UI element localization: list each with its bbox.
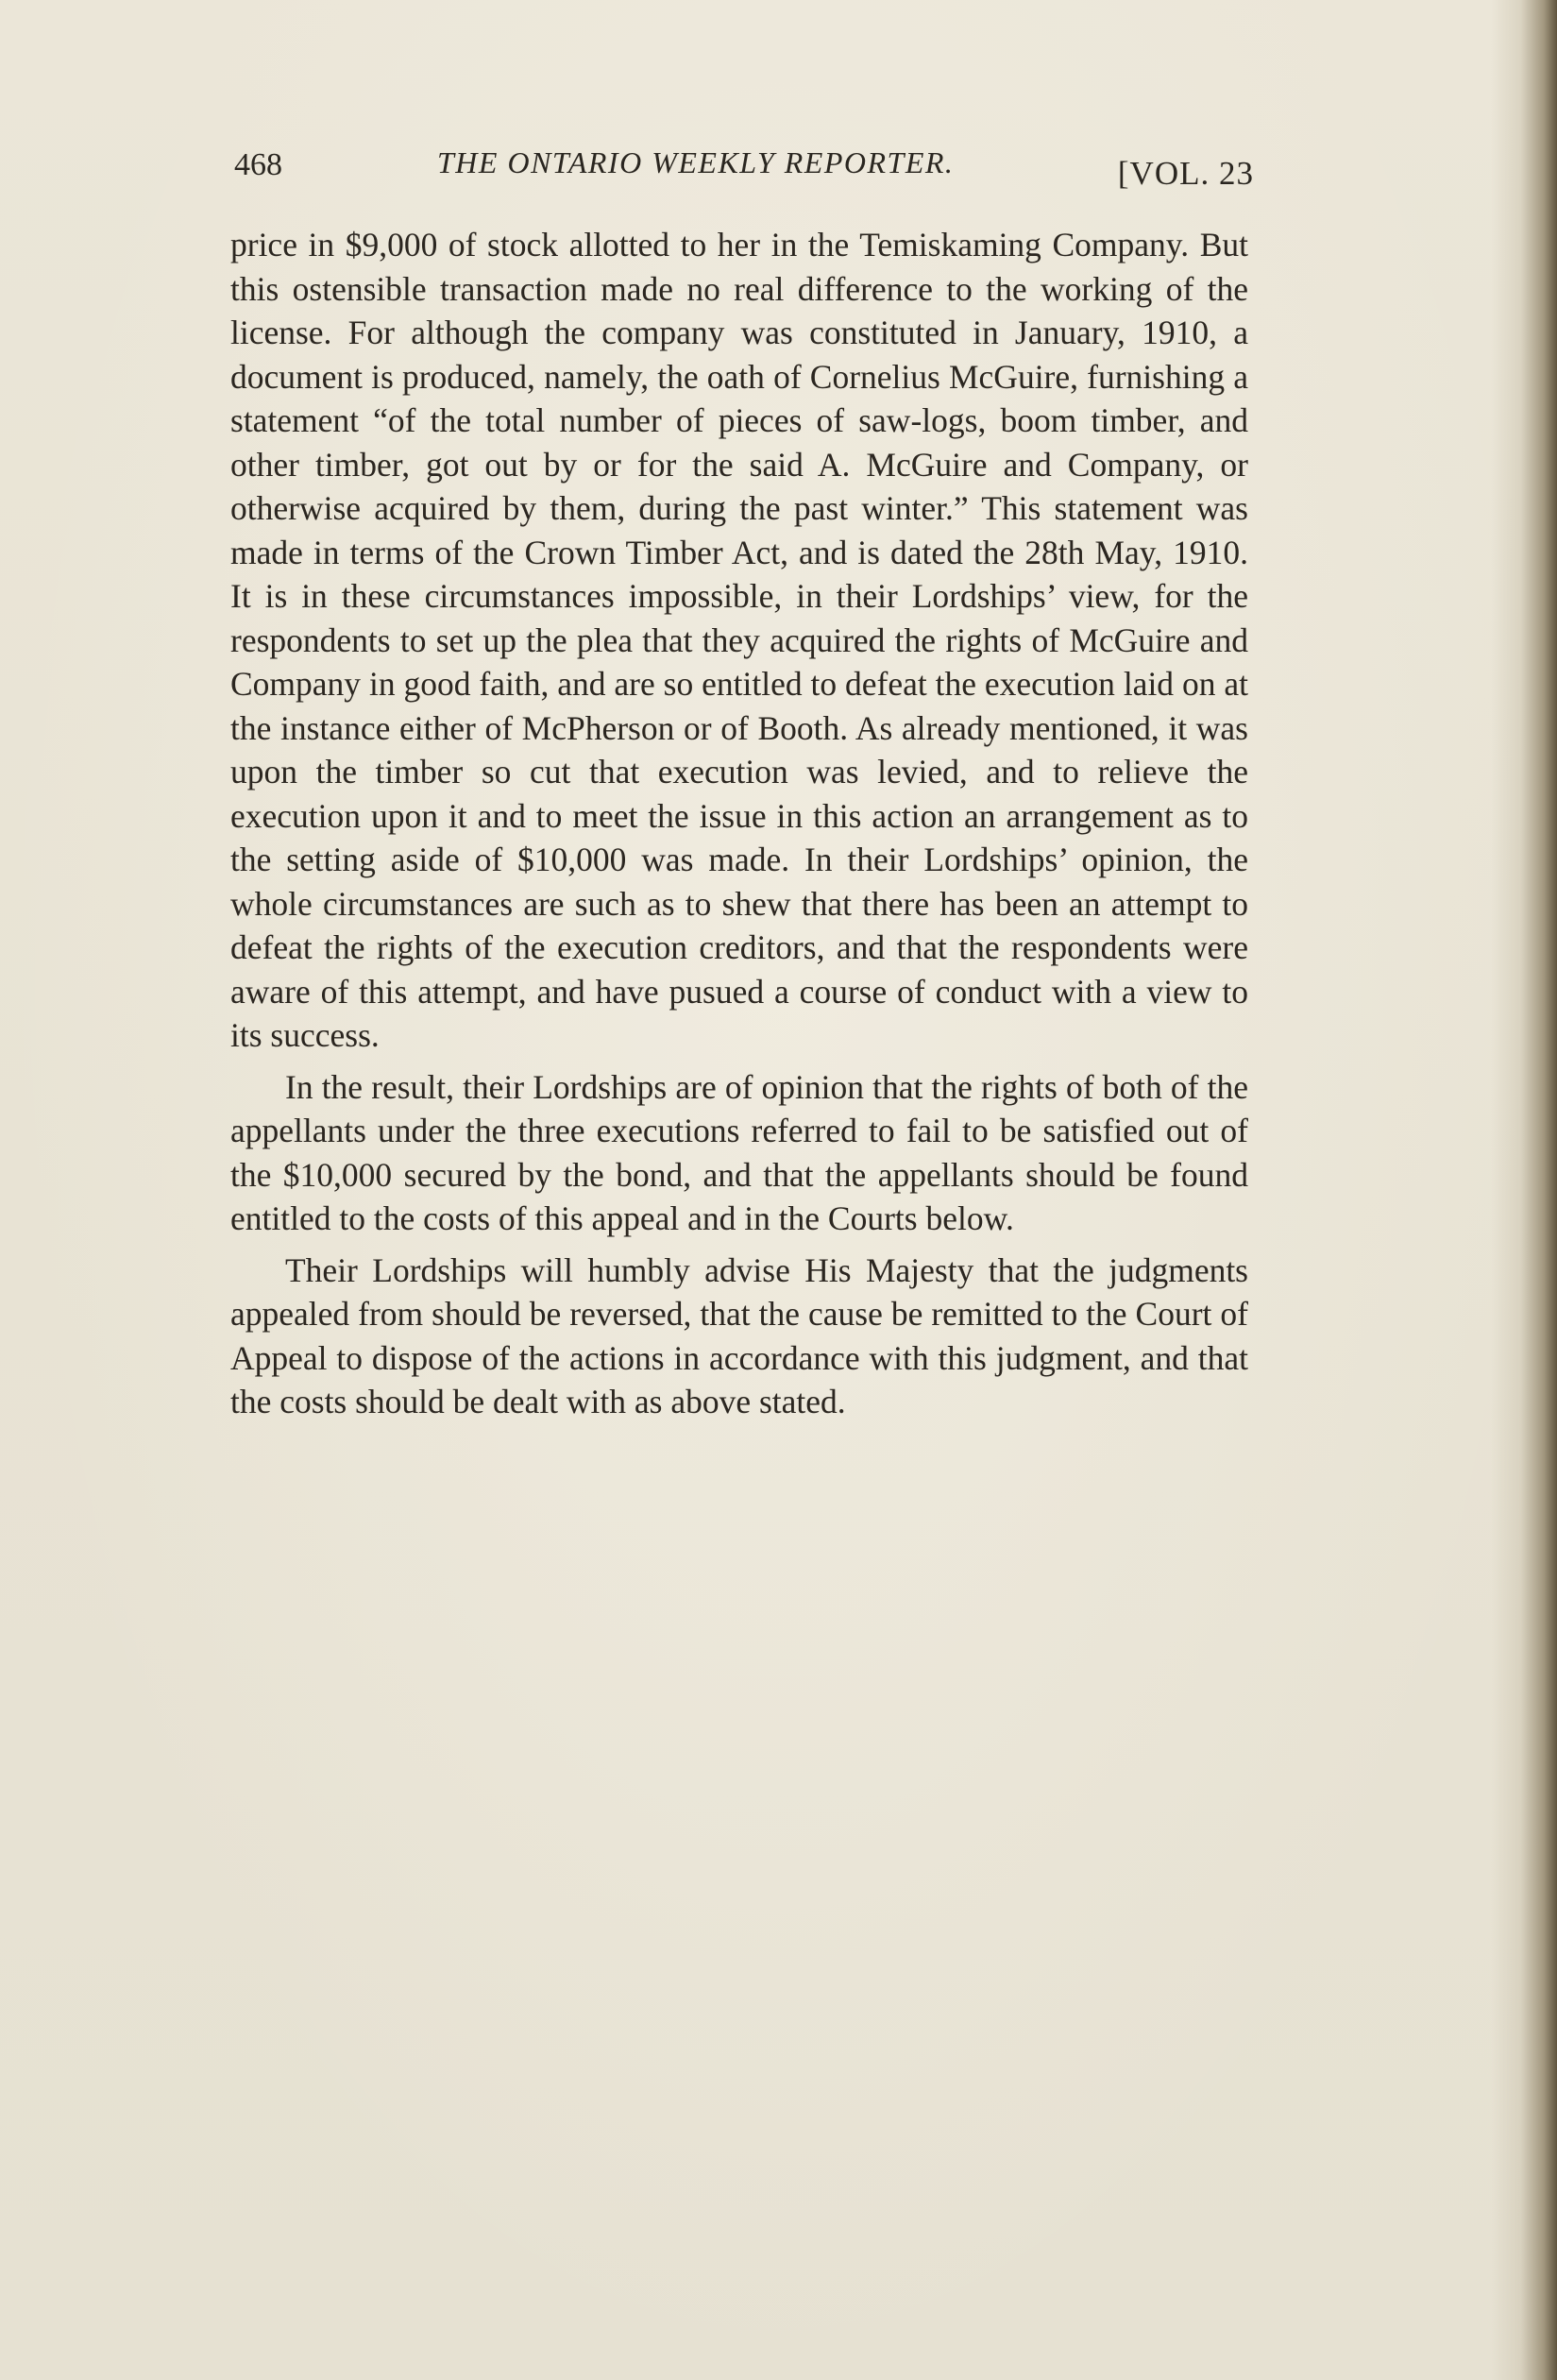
running-title: THE ONTARIO WEEKLY REPORTER.	[437, 145, 955, 179]
volume-label: [VOL. 23	[1117, 155, 1254, 192]
body-text	[230, 223, 1248, 1432]
paragraph-continued: price in $9,000 of stock allotted to her in the Temiskaming Company. But this ostensible transaction made no real difference to the working of the license. For although the company was constituted in January, 1910, a document is produced, namely, the oath of Cornelius McGuire, furnishing a statement “of the total number of pieces of saw-logs, boom timber, and other timber, got out by or for the said A. McGuire and Company, or otherwise acquired by them, during the past winter.” This statement was made in terms of the Crown Timber Act, and is dated the 28th May, 1910. It is in these circumstances impossible, in their Lordships’ view, for the respondents to set up the plea that they acquired the rights of McGuire and Company in good faith, and are so entitled to defeat the execution laid on at the instance either of McPherson or of Booth. As already mentioned, it was upon the timber so cut that execution was levied, and to relieve the execution upon it and to meet the issue in this action an arrangement as to the setting aside of $10,000 was made. In their Lordships’ opinion, the whole circumstances are such as to shew that there has been an attempt to defeat the rights of the execution creditors, and that the respondents were aware of this attempt, and have pusued a course of conduct with a view to its success.	[230, 226, 1248, 1054]
paragraph-advice: Their Lordships will humbly advise His Majesty that the judgments appealed from should be reversed, that the cause be remitted to the Court of Appeal to dispose of the actions in accordance with this judgment, and that the costs should be dealt with as above stated.	[230, 1250, 1248, 1420]
page-number: 468	[234, 147, 282, 182]
paragraph-result: In the result, their Lordships are of opinion that the rights of both of the appellants under the three executions referred to fail to be satisfied out of the $10,000 secured by the bond, and that the appellants should be found entitled to the costs of this appeal and in the Courts below.	[230, 1067, 1248, 1237]
page-edge-shadow	[1491, 0, 1557, 2380]
running-header	[234, 140, 1254, 196]
